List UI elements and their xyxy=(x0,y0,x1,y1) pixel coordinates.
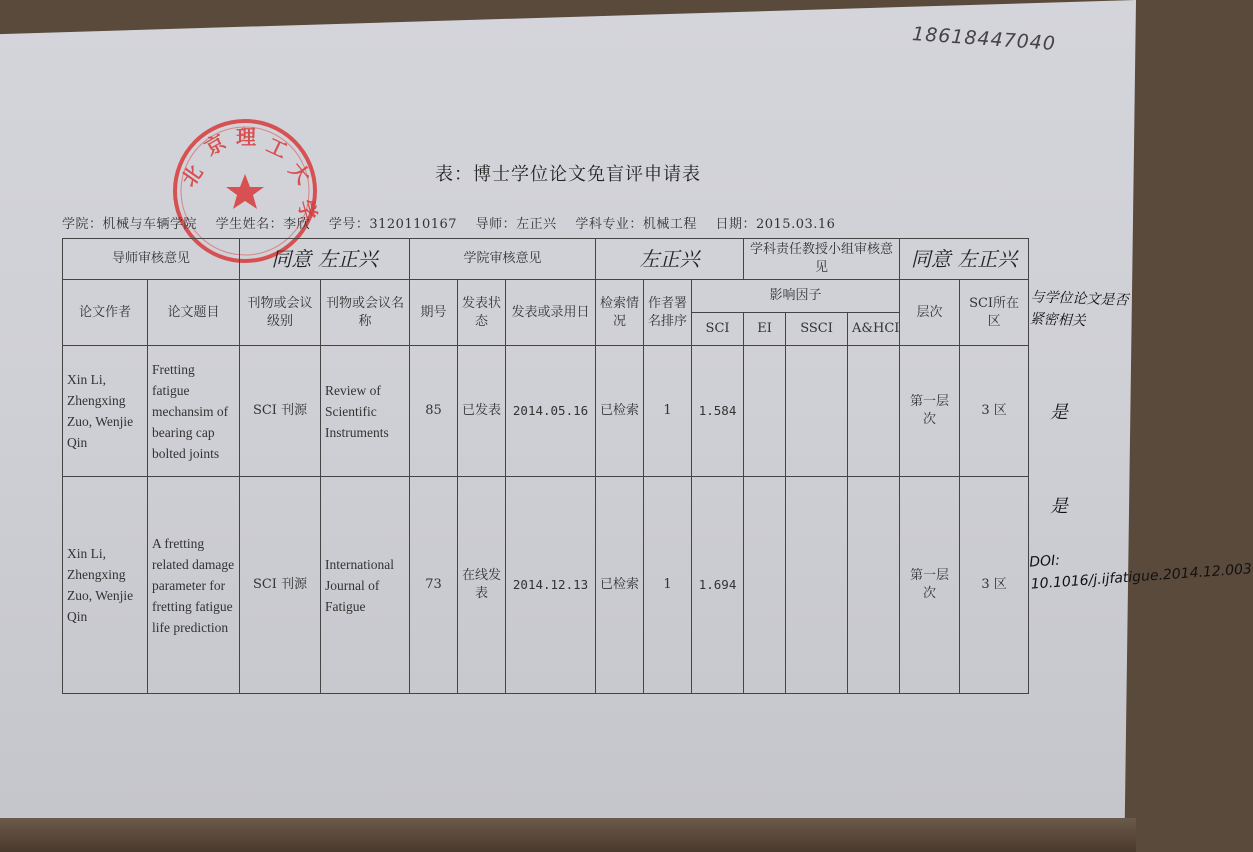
desk-background xyxy=(0,818,1136,852)
handwritten-doi: DOI: 10.1016/j.ijfatigue.2014.12.003 xyxy=(1028,552,1253,593)
college-review-label: 学院审核意见 xyxy=(410,239,596,280)
cell-index: 已检索 xyxy=(596,477,644,694)
info-college: 学院：机械与车辆学院 xyxy=(62,217,198,232)
group-review-label: 学科责任教授小组审核意见 xyxy=(744,239,900,280)
group-signature: 同意 左正兴 xyxy=(900,239,1029,280)
header-row xyxy=(63,280,1029,313)
cell-journal: Review of Scientific Instruments xyxy=(321,346,410,477)
cell-author: Xin Li, Zhengxing Zuo, Wenjie Qin xyxy=(63,346,148,477)
cell-level: SCI 刊源 xyxy=(240,346,321,477)
header-ahci: A&HCI xyxy=(848,313,900,346)
advisor-review-label: 导师审核意见 xyxy=(63,239,240,280)
advisor-signature: 同意 左正兴 xyxy=(240,239,410,280)
info-major: 学科专业：机械工程 xyxy=(575,217,697,232)
college-signature: 左正兴 xyxy=(596,239,744,280)
cell-title: A fretting related damage parameter for fretting fatigue life prediction xyxy=(148,477,240,694)
cell-ahci xyxy=(848,477,900,694)
cell-journal: International Journal of Fatigue xyxy=(321,477,410,694)
header-rank: 作者署名排序 xyxy=(644,280,692,346)
handwritten-answer-1: 是 xyxy=(1050,402,1068,423)
cell-zone: 3 区 xyxy=(960,477,1029,694)
svg-text:学: 学 xyxy=(293,197,322,223)
header-date: 发表或录用日 xyxy=(506,280,596,346)
cell-zone: 3 区 xyxy=(960,346,1029,477)
svg-text:北: 北 xyxy=(176,160,208,191)
header-impact: 影响因子 xyxy=(692,280,900,313)
svg-text:大: 大 xyxy=(284,157,316,189)
cell-status: 已发表 xyxy=(458,346,506,477)
info-date: 日期：2015.03.16 xyxy=(715,217,836,232)
svg-text:理: 理 xyxy=(236,125,256,149)
cell-title: Fretting fatigue mechansim of bearing cap bolted joints xyxy=(148,346,240,477)
cell-ssci xyxy=(786,477,848,694)
svg-text:京: 京 xyxy=(200,129,230,161)
cell-level: SCI 刊源 xyxy=(240,477,321,694)
handwritten-answer-2: 是 xyxy=(1050,496,1068,517)
cell-ahci xyxy=(848,346,900,477)
handwritten-phone-number: 18618447040 xyxy=(911,23,1057,55)
header-status: 发表状态 xyxy=(458,280,506,346)
header-ssci: SSCI xyxy=(786,313,848,346)
cell-ei xyxy=(744,477,786,694)
header-issue: 期号 xyxy=(410,280,458,346)
cell-date: 2014.12.13 xyxy=(506,477,596,694)
header-tier: 层次 xyxy=(900,280,960,346)
cell-tier: 第一层次 xyxy=(900,346,960,477)
header-sci: SCI xyxy=(692,313,744,346)
header-journal: 刊物或会议名称 xyxy=(321,280,410,346)
info-student: 学生姓名：李欣 xyxy=(215,217,311,232)
cell-tier: 第一层次 xyxy=(900,477,960,694)
application-table xyxy=(62,238,1029,694)
table-row xyxy=(63,346,1029,477)
table-row xyxy=(63,477,1029,694)
handwritten-side-note: 与学位论文是否紧密相关 xyxy=(1029,289,1129,330)
cell-ssci xyxy=(786,346,848,477)
cell-date: 2014.05.16 xyxy=(506,346,596,477)
cell-issue: 73 xyxy=(410,477,458,694)
cell-issue: 85 xyxy=(410,346,458,477)
cell-ei xyxy=(744,346,786,477)
info-student-no: 学号：3120110167 xyxy=(328,217,458,232)
form-title: 表：博士学位论文免盲评申请表 xyxy=(435,164,701,185)
review-opinions-row xyxy=(63,239,1029,280)
info-advisor: 导师：左正兴 xyxy=(475,217,557,232)
header-title: 论文题目 xyxy=(148,280,240,346)
applicant-info-line xyxy=(62,213,849,232)
header-zone: SCI所在区 xyxy=(960,280,1029,346)
cell-rank: 1 xyxy=(644,346,692,477)
cell-author: Xin Li, Zhengxing Zuo, Wenjie Qin xyxy=(63,477,148,694)
cell-status: 在线发表 xyxy=(458,477,506,694)
svg-text:工: 工 xyxy=(262,132,292,163)
cell-index: 已检索 xyxy=(596,346,644,477)
cell-rank: 1 xyxy=(644,477,692,694)
header-index: 检索情况 xyxy=(596,280,644,346)
cell-sci: 1.694 xyxy=(692,477,744,694)
header-ei: EI xyxy=(744,313,786,346)
cell-sci: 1.584 xyxy=(692,346,744,477)
header-author: 论文作者 xyxy=(63,280,148,346)
header-level: 刊物或会议级别 xyxy=(240,280,321,346)
